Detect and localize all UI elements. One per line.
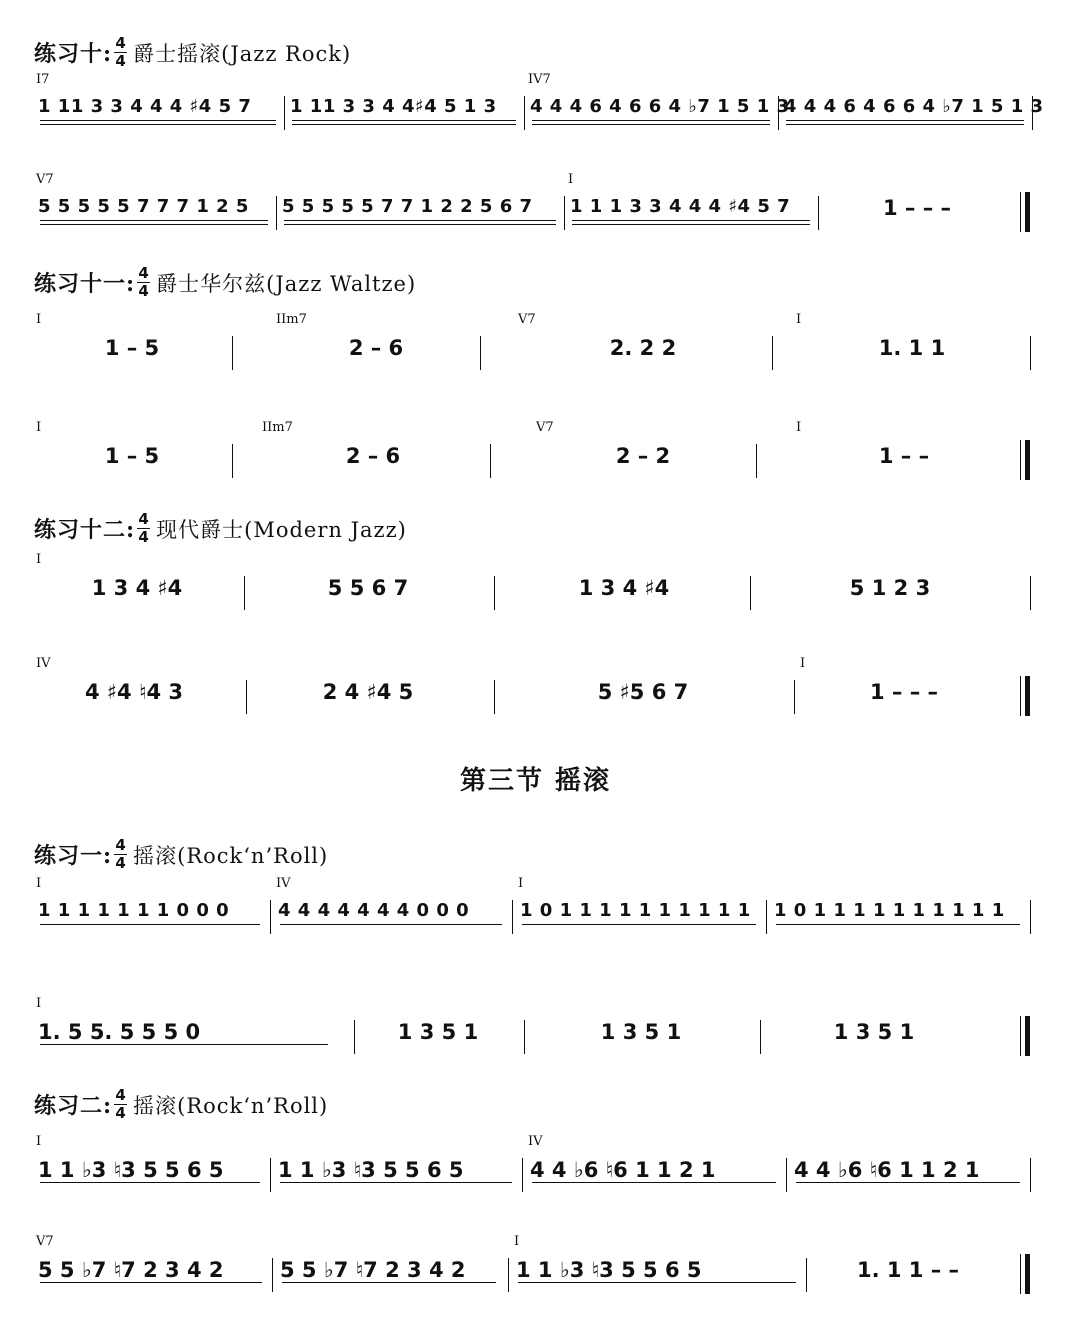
chord-symbol: I — [36, 876, 42, 891]
measure — [34, 172, 274, 258]
chord-symbol: V7 — [536, 420, 554, 435]
measure-notes: 1 1 ♭3 ♮3 5 5 6 5 — [38, 1158, 224, 1182]
chord-symbol: I — [36, 552, 42, 567]
measure — [810, 1234, 1006, 1320]
chord-symbol: IV — [528, 1134, 543, 1149]
measure — [526, 72, 790, 158]
measure — [764, 996, 984, 1082]
measure — [528, 996, 754, 1082]
measure — [798, 656, 1010, 742]
chord-symbol: I — [514, 1234, 520, 1249]
measure-notes: 5 5 6 7 — [327, 576, 409, 600]
measure-notes: 2 – 6 — [348, 336, 404, 360]
measure — [34, 876, 266, 962]
measure — [516, 312, 770, 398]
staff-line — [34, 1134, 1034, 1220]
measure-notes: 1 3 5 1 — [397, 1020, 479, 1044]
measure — [274, 1134, 518, 1220]
measure-notes: 1 11 3 3 4 4♯4 5 1 3 — [290, 96, 497, 117]
measure — [526, 1134, 782, 1220]
measure — [34, 996, 334, 1082]
time-signature: 4 4 — [115, 836, 126, 872]
staff-line — [34, 996, 1034, 1082]
measure-notes: 5 5 5 5 5 7 7 1 2 2 5 6 7 — [282, 196, 533, 217]
exercise-1-title — [34, 838, 328, 871]
staff-line — [34, 72, 1044, 158]
measure — [276, 1234, 502, 1320]
measure — [250, 656, 486, 742]
measure — [260, 420, 486, 506]
measure-notes: 2 – 2 — [615, 444, 671, 468]
measure-notes: 5 1 2 3 — [849, 576, 931, 600]
exercise-label: 练习一: — [34, 843, 113, 869]
measure — [566, 172, 816, 258]
exercise-label: 练习十二: — [34, 517, 136, 543]
exercise-subtitle: 爵士摇滚(Jazz Rock) — [133, 41, 352, 66]
measure-notes: 1. 5 5. 5 5 5 0 — [38, 1020, 201, 1044]
final-barline — [1020, 192, 1031, 232]
time-signature: 4 4 — [138, 510, 149, 546]
measure-notes: 1. 1 1 — [878, 336, 946, 360]
chord-symbol: I — [796, 420, 802, 435]
staff-line — [34, 312, 1034, 398]
staff-line — [34, 420, 1034, 506]
measure — [780, 72, 1044, 158]
staff-line — [34, 552, 1034, 638]
measure — [498, 552, 750, 638]
measure — [34, 420, 230, 506]
chord-symbol: I — [518, 876, 524, 891]
measure-notes: 2 4 ♯4 5 — [322, 680, 414, 704]
time-signature: 4 4 — [115, 34, 126, 70]
measure — [358, 996, 518, 1082]
measure-notes: 1 – – — [878, 444, 930, 468]
measure-notes: 1 3 5 1 — [833, 1020, 915, 1044]
measure-notes: 1 0 1 1 1 1 1 1 1 1 1 1 — [520, 900, 751, 921]
measure-notes: 4 4 4 6 4 6 6 4 ♭7 1 5 1 3 — [784, 96, 1044, 117]
exercise-subtitle: 现代爵士(Modern Jazz) — [156, 517, 407, 542]
measure-notes: 1. 1 1 – – — [856, 1258, 960, 1282]
measure — [498, 656, 788, 742]
staff-line — [34, 172, 1034, 258]
staff-line — [34, 876, 1034, 962]
measure — [34, 656, 234, 742]
staff-line — [34, 656, 1034, 742]
measure — [516, 876, 762, 962]
measure — [794, 312, 1030, 398]
measure — [278, 172, 562, 258]
exercise-11-title — [34, 266, 416, 299]
measure — [512, 1234, 802, 1320]
measure-notes: 1 11 3 3 4 4 4 ♯4 5 7 — [38, 96, 252, 117]
measure — [790, 1134, 1026, 1220]
final-barline — [1020, 440, 1031, 480]
chord-symbol: I — [36, 420, 42, 435]
measure-notes: 1 1 ♭3 ♮3 5 5 6 5 — [516, 1258, 702, 1282]
measure-notes: 4 4 4 4 4 4 4 0 0 0 — [278, 900, 470, 921]
exercise-label: 练习十: — [34, 41, 113, 67]
exercise-subtitle: 摇滚(Rock‘n’Roll) — [133, 1093, 329, 1118]
measure-notes: 1 3 4 ♯4 — [91, 576, 183, 600]
measure-notes: 5 5 ♭7 ♮7 2 3 4 2 — [38, 1258, 224, 1282]
measure-notes: 1 3 5 1 — [600, 1020, 682, 1044]
measure-notes: 1 – 5 — [104, 444, 160, 468]
chord-symbol: I — [796, 312, 802, 327]
measure-notes: 4 4 4 6 4 6 6 4 ♭7 1 5 1 3 — [530, 96, 790, 117]
measure-notes: 1 1 1 1 1 1 1 0 0 0 — [38, 900, 230, 921]
measure-notes: 4 4 ♭6 ♮6 1 1 2 1 — [794, 1158, 980, 1182]
measure-notes: 5 5 ♭7 ♮7 2 3 4 2 — [280, 1258, 466, 1282]
measure — [534, 420, 752, 506]
measure — [754, 552, 1026, 638]
measure-notes: 1 0 1 1 1 1 1 1 1 1 1 1 — [774, 900, 1005, 921]
measure-notes: 5 5 5 5 5 7 7 7 1 2 5 — [38, 196, 249, 217]
exercise-subtitle: 摇滚(Rock‘n’Roll) — [133, 843, 329, 868]
measure-notes: 1 1 1 3 3 4 4 4 ♯4 5 7 — [570, 196, 791, 217]
final-barline — [1020, 1254, 1031, 1294]
chord-symbol: I — [568, 172, 574, 187]
chord-symbol: IV — [276, 876, 291, 891]
time-signature: 4 4 — [115, 1086, 126, 1122]
measure-notes: 4 ♯4 ♮4 3 — [84, 680, 184, 704]
chord-symbol: IIm7 — [276, 312, 307, 327]
chord-symbol: I — [36, 1134, 42, 1149]
measure — [822, 172, 1012, 258]
exercise-10-title — [34, 36, 351, 69]
section-heading: 第三节 摇滚 — [459, 766, 612, 796]
measure-notes: 1 3 4 ♯4 — [578, 576, 670, 600]
chord-symbol: IV7 — [528, 72, 551, 87]
measure — [34, 72, 282, 158]
exercise-subtitle: 爵士华尔兹(Jazz Waltze) — [156, 271, 417, 296]
measure — [286, 72, 522, 158]
exercise-label: 练习十一: — [34, 271, 136, 297]
measure-notes: 1 – 5 — [104, 336, 160, 360]
final-barline — [1020, 1016, 1031, 1056]
measure — [274, 876, 508, 962]
measure — [34, 312, 230, 398]
measure-notes: 1 – – – — [882, 196, 952, 220]
exercise-2-title — [34, 1088, 328, 1121]
measure — [770, 876, 1026, 962]
exercise-label: 练习二: — [34, 1093, 113, 1119]
measure-notes: 2 – 6 — [345, 444, 401, 468]
chord-symbol: IV — [36, 656, 51, 671]
measure-notes: 4 4 ♭6 ♮6 1 1 2 1 — [530, 1158, 716, 1182]
measure-notes: 5 ♯5 6 7 — [597, 680, 689, 704]
measure — [248, 552, 488, 638]
measure — [34, 552, 240, 638]
staff-line — [34, 1234, 1034, 1320]
measure — [34, 1134, 266, 1220]
chord-symbol: I — [36, 996, 42, 1011]
final-barline — [1020, 676, 1031, 716]
time-signature: 4 4 — [138, 264, 149, 300]
chord-symbol: I7 — [36, 72, 50, 87]
exercise-12-title — [34, 512, 407, 545]
chord-symbol: I — [36, 312, 42, 327]
chord-symbol: I — [800, 656, 806, 671]
measure — [274, 312, 478, 398]
measure — [34, 1234, 268, 1320]
chord-symbol: V7 — [518, 312, 536, 327]
chord-symbol: V7 — [36, 1234, 54, 1249]
chord-symbol: V7 — [36, 172, 54, 187]
measure-notes: 1 1 ♭3 ♮3 5 5 6 5 — [278, 1158, 464, 1182]
chord-symbol: IIm7 — [262, 420, 293, 435]
measure-notes: 2. 2 2 — [609, 336, 677, 360]
measure-notes: 1 – – – — [869, 680, 939, 704]
measure — [794, 420, 1014, 506]
